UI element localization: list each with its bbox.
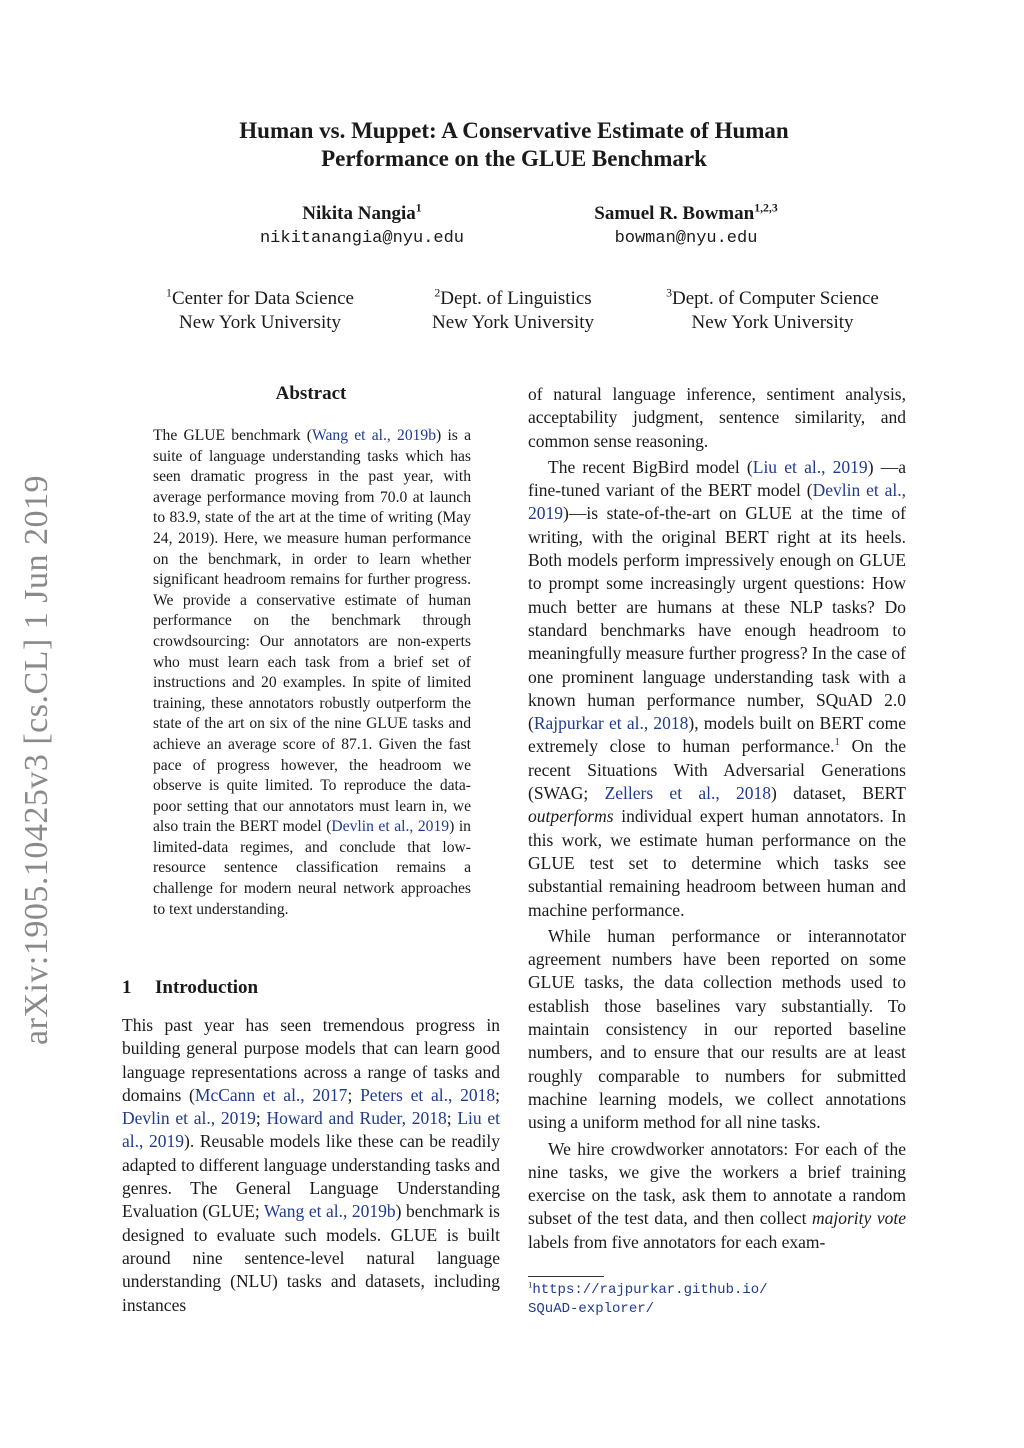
citation-link[interactable]: McCann et al., 2017 bbox=[194, 1084, 348, 1105]
footnote-divider bbox=[528, 1276, 604, 1277]
author-name: Nikita Nangia$^1$ bbox=[302, 201, 422, 224]
citation-link[interactable]: Peters et al., 2018 bbox=[360, 1084, 496, 1105]
affiliation-3: $^3$Dept. of Computer Science New York University bbox=[666, 286, 879, 333]
title-line-1: Human vs. Muppet: A Conservative Estimate of Human bbox=[239, 118, 789, 143]
abstract-body: The GLUE benchmark (Wang et al., 2019b) is a suite of language understanding tasks which has seen dramatic progress in the past year, with average performance moving from 70.0 at launch to 83.9, state of the art at the time of writing (May 24, 2019). Here, we measure human performance on the benchmark, in order to learn whether significant headroom remains for further progress. We provide a conservative estimate of human performance on the benchmark through crowdsourcing: Our annotators are non-experts who must learn each task from a brief set of instructions and 20 examples. In spite of limited training, these annotators robustly outperform the state of the art on six of the nine GLUE tasks and achieve an average score of 87.1. Given the fast pace of progress however, the headroom we observe is quite limited. To reproduce the data-poor setting that our annotators must learn in, we also train the BERT model (Devlin et al., 2019) in limited-data regimes, and conclude that low-resource sentence classification remains a challenge for modern neural network approaches to text understanding. bbox=[153, 427, 472, 918]
paragraph-crowdworkers: We hire crowdworker annotators: For each of the nine tasks, we give the workers a brief training exercise on the task, ask them to annotate a random subset of the test data, and then collect majority vote labels from five annotators for each exam- bbox=[528, 1138, 906, 1252]
affiliation-2: $^2$Dept. of Linguistics New York University bbox=[431, 286, 595, 333]
citation-link[interactable]: Howard and Ruder, 2018 bbox=[266, 1108, 447, 1129]
citation-link[interactable]: Wang et al., 2019b bbox=[312, 427, 437, 444]
section-heading-introduction: 1 Introduction bbox=[122, 977, 259, 998]
paper-title bbox=[120, 117, 908, 173]
title-line-2: Performance on the GLUE Benchmark bbox=[321, 146, 707, 171]
paragraph-continuation: of natural language inference, sentiment analysis, acceptability judgment, sentence similarity, and common sense reasoning. bbox=[528, 384, 906, 451]
citation-link[interactable]: Devlin et al., 2019 bbox=[528, 480, 907, 524]
footnote-url-continued[interactable]: SQuAD-explorer/ bbox=[528, 1301, 655, 1317]
paragraph-bigbird: The recent BigBird model (Liu et al., 2019) —a fine-tuned variant of the BERT model (Devlin et al., 2019)—is state-of-the-art on GLUE at the time of writing, with the original BERT right at its heels. Both models perform impressively enough on GLUE to prompt some increasingly urgent questions: How much better are humans at these NLP tasks? Do standard benchmarks have enough headroom to meaningfully measure further progress? In the case of one prominent language understanding task with a known human performance number, SQuAD 2.0 (Rajpurkar et al., 2018), models built on BERT come extremely close to human performance.$^1$ On the recent Situations With Adversarial Generations (SWAG; Zellers et al., 2018) dataset, BERT outperforms individual expert human annotators. In this work, we estimate human performance on the GLUE test set to determine which tasks see substantial remaining headroom between human and machine performance. bbox=[528, 456, 907, 920]
citation-link[interactable]: Devlin et al., 2019 bbox=[122, 1108, 256, 1129]
author-email[interactable]: nikitanangia@nyu.edu bbox=[259, 229, 465, 248]
affiliation-1: $^1$Center for Data Science New York University bbox=[166, 286, 354, 333]
citation-link[interactable]: Rajpurkar et al., 2018 bbox=[533, 713, 689, 734]
right-column bbox=[528, 383, 906, 1254]
author-block-1 bbox=[202, 201, 522, 251]
author-name: Samuel R. Bowman$^{1,2,3}$ bbox=[594, 201, 778, 224]
footnote bbox=[528, 1281, 908, 1319]
author-block-2 bbox=[526, 201, 846, 251]
introduction-paragraph: This past year has seen tremendous progress in building general purpose models that can learn good language representations across a range of tasks and domains (McCann et al., 2017; Peters et al., 2018; Devlin et al., 2019; Howard and Ruder, 2018; Liu et al., 2019). Reusable models like these can be readily adapted to different language understanding tasks and genres. The General Language Understanding Evaluation (GLUE; Wang et al., 2019b) benchmark is designed to evaluate such models. GLUE is built around nine sentence-level natural language understanding (NLU) tasks and datasets, including instances bbox=[122, 1015, 500, 1315]
author-email[interactable]: bowman@nyu.edu bbox=[614, 229, 758, 248]
abstract-heading: Abstract bbox=[275, 383, 347, 404]
arxiv-side-stamp: arXiv:1905.10425v3 [cs.CL] 1 Jun 2019 bbox=[18, 474, 55, 1045]
paragraph-baselines: While human performance or interannotator agreement numbers have been reported on some GLUE tasks, the data collection methods used to establish those baselines vary substantially. To maintain consistency in our reported baseline numbers, and to ensure that our results are at least roughly comparable to numbers for submitted machine learning models, we collect annotations using a uniform method for all nine tasks. bbox=[528, 925, 906, 1133]
citation-link[interactable]: Liu et al., 2019 bbox=[752, 456, 868, 477]
footnote-url[interactable]: https://rajpurkar.github.io/ bbox=[532, 1282, 768, 1298]
footnote-number: 1 bbox=[528, 1279, 533, 1290]
citation-link[interactable]: Zellers et al., 2018 bbox=[604, 783, 771, 804]
citation-link[interactable]: Wang et al., 2019b bbox=[263, 1201, 396, 1222]
citation-link[interactable]: Devlin et al., 2019 bbox=[331, 818, 450, 836]
footnote-marker[interactable]: 1 bbox=[834, 736, 840, 749]
citation-link[interactable]: Liu et al., 2019 bbox=[122, 1108, 500, 1152]
